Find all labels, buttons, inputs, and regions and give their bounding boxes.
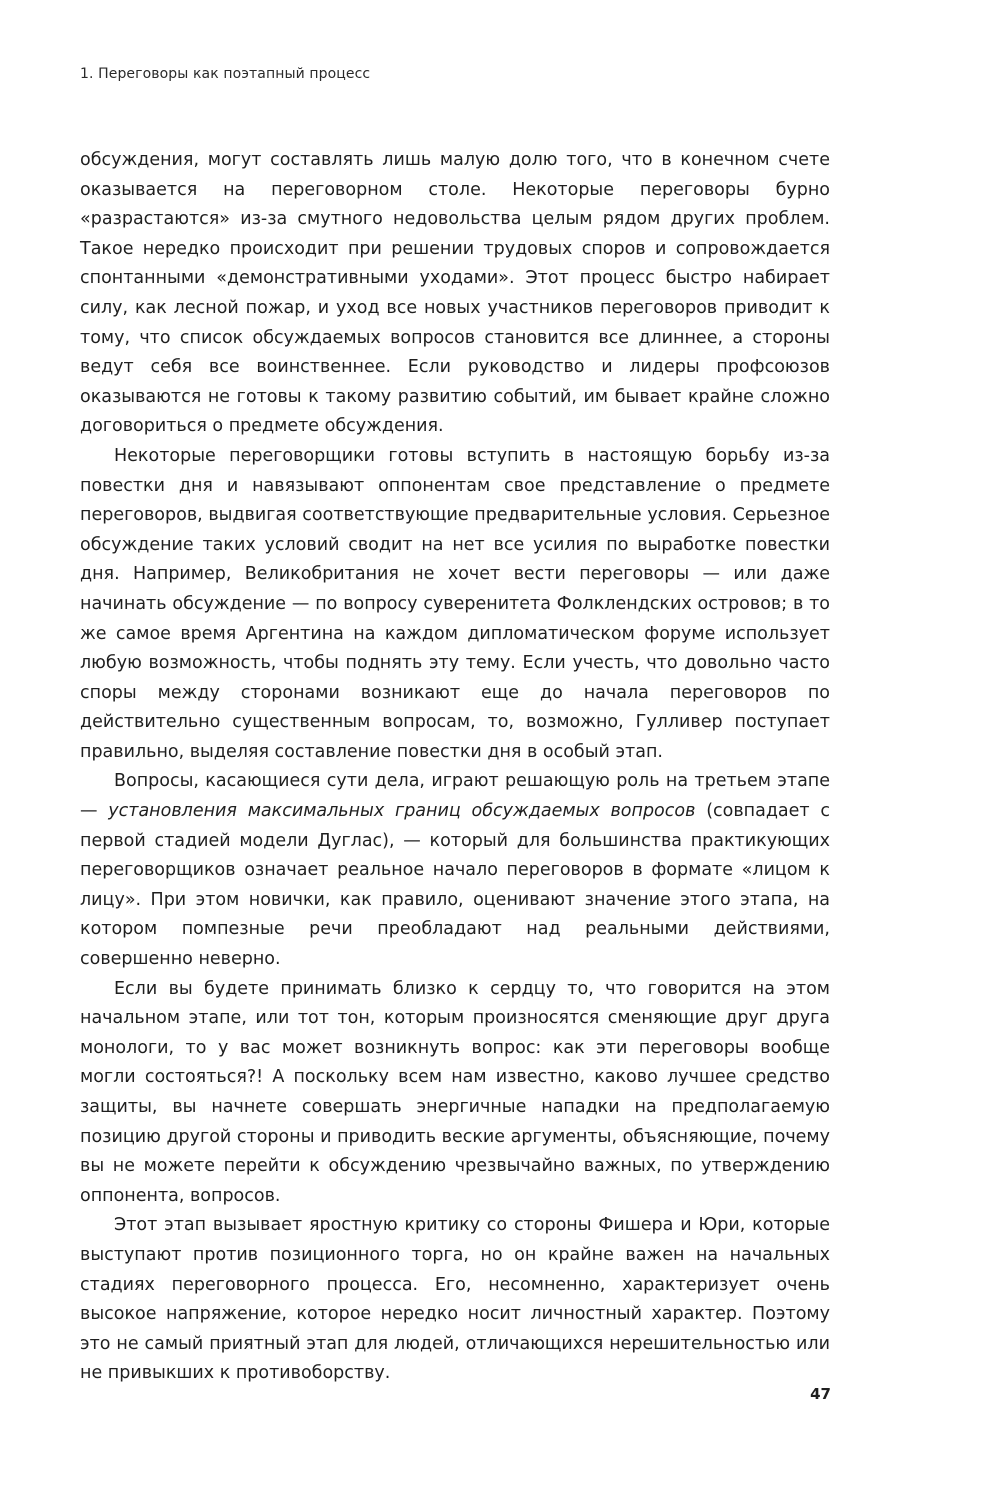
paragraph-1: обсуждения, могут составлять лишь малую долю того, что в конечном счете оказывается на переговорном столе. Некоторые переговоры бурно «разрастаются» из-за смутного недовольства целым рядом других проблем. Такое нередко происходит при решении трудовых споров и сопровождается спонтанными «демонстративными уходами». Этот процесс быстро набирает силу, как лесной пожар, и уход все новых участников переговоров приводит к тому, что список обсуждаемых вопросов становится все длиннее, а стороны ведут себя все воинственнее. Если руководство и лидеры профсоюзов оказываются не готовы к такому развитию событий, им бывает крайне сложно договориться о предмете обсуждения. xyxy=(80,150,830,437)
paragraph-3-text-start: Вопросы, касающиеся сути дела, играют решающую роль на третьем этапе — xyxy=(80,771,830,822)
running-header: 1. Переговоры как поэтапный процесс xyxy=(80,66,371,82)
paragraph-3 xyxy=(80,767,830,974)
paragraph-5: Этот этап вызывает яростную критику со стороны Фишера и Юри, которые выступают против позиционного торга, но он крайне важен на начальных стадиях переговорного процесса. Его, несомненно, характеризует очень высокое напряжение, которое нередко носит личностный характер. Поэтому это не самый приятный этап для людей, отличающихся нерешительностью или не привыкших к противоборству. xyxy=(80,1215,830,1384)
paragraph-2: Некоторые переговорщики готовы вступить в настоящую борьбу из-за повестки дня и навязывают оппонентам свое представление о предмете переговоров, выдвигая соответствующие предварительные условия. Серьезное обсуждение таких условий сводит на нет все усилия по выработке повестки дня. Например, Великобритания не хочет вести переговоры — или даже начинать обсуждение — по вопросу суверенитета Фолклендских островов; в то же самое время Аргентина на каждом дипломатическом форуме использует любую возможность, чтобы поднять эту тему. Если учесть, что довольно часто споры между сторонами возникают еще до начала переговоров по действительно существенным вопросам, то, возможно, Гулливер поступает правильно, выделяя составление повестки дня в особый этап. xyxy=(80,445,830,762)
paragraph-3-italic-term: установления максимальных границ обсуждаемых вопросов xyxy=(108,801,696,822)
paragraph-4: Если вы будете принимать близко к сердцу то, что говорится на этом начальном этапе, или тот тон, которым произносятся сменяющие друг друга монологи, то у вас может возникнуть вопрос: как эти переговоры вообще могли состояться?! А поскольку всем нам известно, каково лучшее средство защиты, вы начнете совершать энергичные нападки на предполагаемую позицию другой стороны и приводить веские аргументы, объясняющие, почему вы не можете перейти к обсуждению чрезвычайно важных, по утверждению оппонента, вопросов. xyxy=(80,978,830,1206)
body-text xyxy=(80,146,830,1389)
page-number: 47 xyxy=(810,1385,831,1403)
paragraph-3-text-end: (совпадает с первой стадией модели Дуглас), — который для большинства практикующих переговорщиков означает реальное начало переговоров в формате «лицом к лицу». При этом новички, как правило, оценивают значение этого этапа, на котором помпезные речи преобладают над реальными действиями, совершенно неверно. xyxy=(80,801,830,970)
